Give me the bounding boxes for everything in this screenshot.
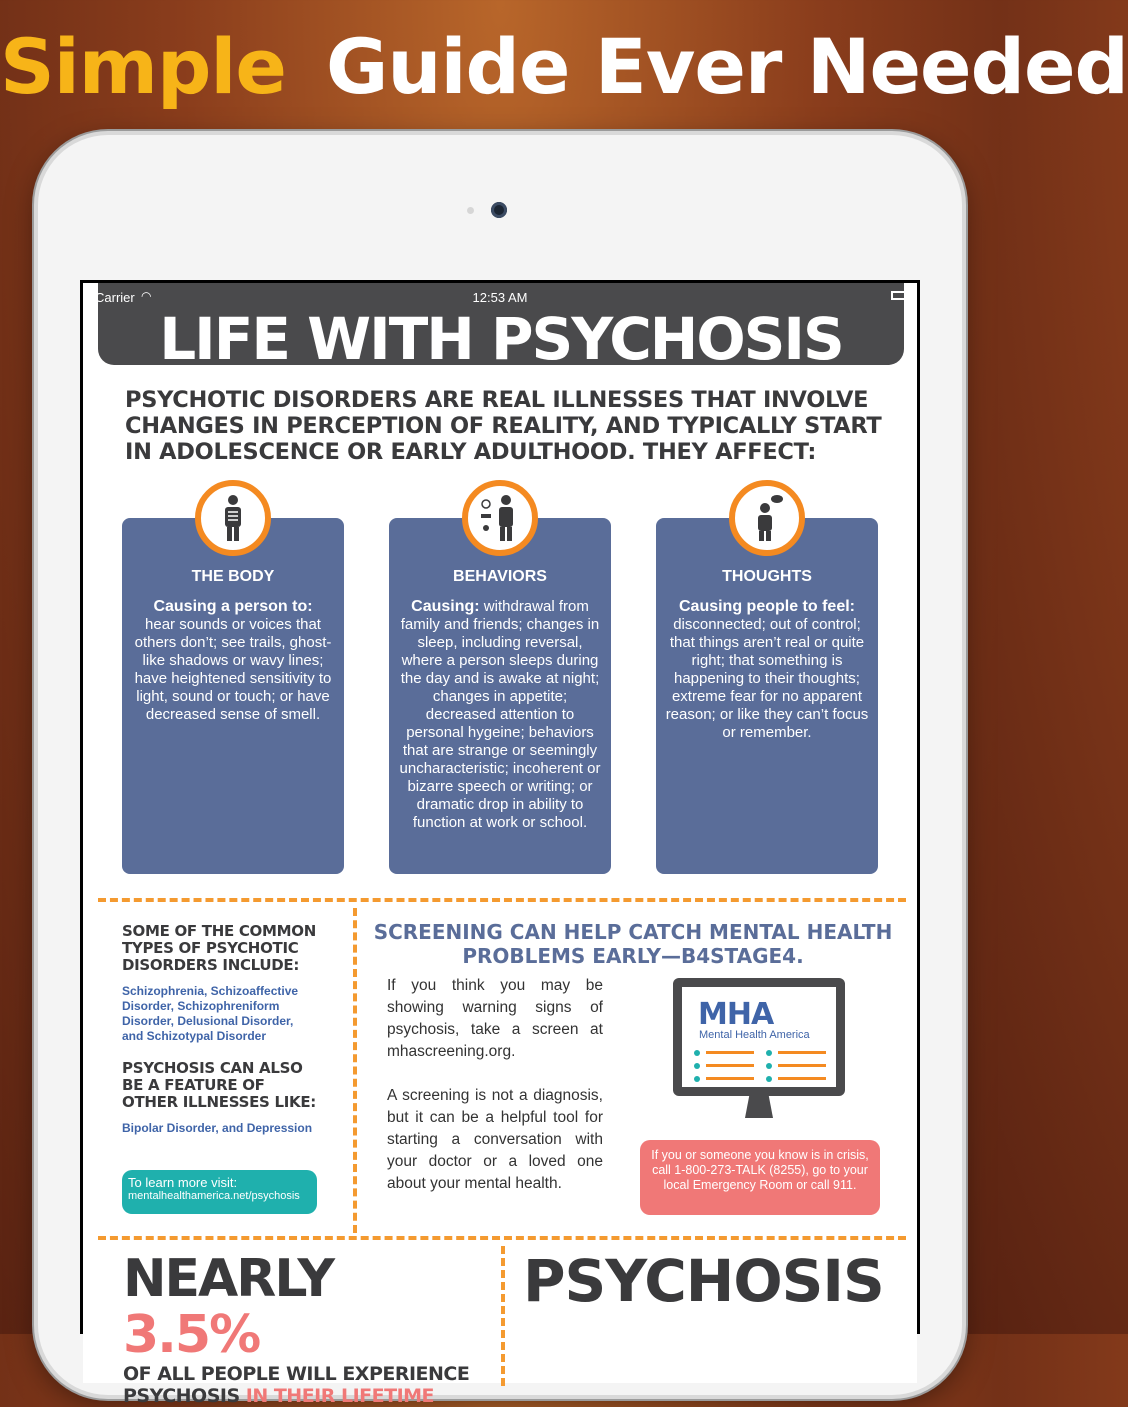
body-icon bbox=[195, 480, 271, 556]
headline-rest: Guide Ever Needed bbox=[325, 22, 1128, 111]
card-lead: Causing a person to: bbox=[153, 598, 313, 615]
mha-logo: MHA bbox=[698, 997, 774, 1032]
stat-subline-2 bbox=[123, 1385, 483, 1407]
psychosis-heading: PSYCHOSIS bbox=[523, 1247, 884, 1315]
learn-more-label: To learn more visit: bbox=[128, 1175, 238, 1190]
stat-headline bbox=[123, 1251, 483, 1363]
tablet-screen bbox=[80, 280, 920, 1407]
list-bullet bbox=[766, 1050, 772, 1056]
list-line bbox=[778, 1077, 826, 1080]
card-body bbox=[122, 518, 344, 874]
status-time: 12:53 AM bbox=[472, 290, 528, 305]
headline bbox=[0, 22, 1128, 111]
status-bar bbox=[83, 283, 917, 311]
screening-para-1: If you think you may be showing warning signs of psychosis, take a screen at mhascreening.org. bbox=[387, 977, 603, 1060]
list-bullet bbox=[694, 1063, 700, 1069]
stat-block bbox=[123, 1251, 483, 1407]
list-bullet bbox=[694, 1050, 700, 1056]
list-line bbox=[706, 1077, 754, 1080]
list-bullet bbox=[766, 1076, 772, 1082]
stat-word: NEARLY bbox=[123, 1249, 334, 1309]
list-line bbox=[778, 1064, 826, 1067]
monitor-frame bbox=[673, 978, 845, 1096]
screening-text bbox=[387, 975, 603, 1195]
card-text bbox=[664, 598, 870, 742]
screening-title: SCREENING CAN HELP CATCH MENTAL HEALTH PROBLEMS EARLY—B4STAGE4. bbox=[373, 920, 893, 968]
stat-subline-word: PSYCHOSIS bbox=[123, 1385, 240, 1407]
also-list: Bipolar Disorder, and Depression bbox=[122, 1121, 313, 1135]
card-title: THE BODY bbox=[191, 568, 275, 585]
battery-icon bbox=[891, 291, 913, 300]
screening-para-2: A screening is not a diagnosis, but it can be a helpful tool for starting a conversation with your doctor or a loved one about your mental health. bbox=[387, 1087, 603, 1192]
thought-icon bbox=[729, 480, 805, 556]
headline-word-simple: Simple bbox=[0, 22, 286, 111]
card-text bbox=[130, 598, 336, 724]
card-body-text: withdrawal from family and friends; changes in sleep, including reversal, where a person sleeps during the day and is awake at night; changes in appetite; decreased attention to personal hygeine; behaviors that are strange or seemingly uncharacteristic; incoherent or bizarre speech or writing; or dramatic drop in ability to function at work or school. bbox=[399, 598, 601, 831]
section-divider bbox=[98, 898, 906, 902]
card-title: THOUGHTS bbox=[722, 568, 812, 585]
app-content[interactable] bbox=[83, 283, 917, 1407]
section-divider bbox=[98, 1236, 906, 1240]
page-title: LIFE WITH PSYCHOSIS bbox=[159, 305, 843, 373]
types-list: Schizophrenia, Schizoaffective Disorder, Schizophreniform Disorder, Delusional Disorder, and Schizotypal Disorder bbox=[122, 984, 299, 1043]
card-lead: Causing: bbox=[411, 598, 480, 615]
card-title: BEHAVIORS bbox=[453, 568, 547, 585]
card-behaviors bbox=[389, 518, 611, 874]
card-thoughts bbox=[656, 518, 878, 874]
monitor-screen bbox=[682, 987, 836, 1087]
monitor-illustration bbox=[673, 978, 845, 1128]
card-body-text: disconnected; out of control; that things aren’t real or quite right; that something is happening to their thoughts; extreme fear for no apparent reason; or like they can’t focus or remember. bbox=[665, 616, 869, 741]
crisis-callout: If you or someone you know is in crisis, call 1-800-273-TALK (8255), go to your local Emergency Room or call 911. bbox=[640, 1140, 880, 1215]
intro-text: PSYCHOTIC DISORDERS ARE REAL ILLNESSES THAT INVOLVE CHANGES IN PERCEPTION OF REALITY, AND TYPICALLY START IN ADOLESCENCE OR EARLY ADULTHOOD. THEY AFFECT: bbox=[125, 387, 882, 465]
list-bullet bbox=[766, 1063, 772, 1069]
column-divider bbox=[353, 908, 357, 1233]
mha-logo-subtitle: Mental Health America bbox=[699, 1029, 810, 1041]
monitor-stand bbox=[745, 1096, 773, 1118]
types-heading: SOME OF THE COMMON TYPES OF PSYCHOTIC DISORDERS INCLUDE: bbox=[122, 922, 316, 974]
stat-subline: OF ALL PEOPLE WILL EXPERIENCE bbox=[123, 1363, 470, 1385]
disorder-types bbox=[122, 923, 317, 1136]
list-line bbox=[778, 1051, 826, 1054]
behavior-icon bbox=[462, 480, 538, 556]
card-lead: Causing people to feel: bbox=[678, 598, 855, 615]
camera-icon bbox=[491, 202, 507, 218]
carrier-label: Carrier bbox=[95, 290, 135, 305]
list-bullet bbox=[694, 1076, 700, 1082]
also-heading: PSYCHOSIS CAN ALSO BE A FEATURE OF OTHER ILLNESSES LIKE: bbox=[122, 1059, 316, 1111]
list-line bbox=[706, 1051, 754, 1054]
learn-more-url: mentalhealthamerica.net/psychosis bbox=[128, 1190, 300, 1202]
learn-more-link[interactable] bbox=[122, 1170, 317, 1214]
card-body-text: hear sounds or voices that others don’t; see trails, ghost-like shadows or wavy lines; have heightened sensitivity to light, sound or touch; or have decreased sense of smell. bbox=[134, 616, 332, 723]
list-line bbox=[706, 1064, 754, 1067]
tablet-sensor bbox=[467, 207, 474, 214]
stat-subline-highlight: IN THEIR LIFETIME bbox=[245, 1385, 435, 1407]
column-divider bbox=[501, 1246, 505, 1386]
wifi-icon: ◠ bbox=[141, 289, 152, 303]
card-text bbox=[397, 598, 603, 832]
stat-percent: 3.5% bbox=[123, 1305, 260, 1365]
